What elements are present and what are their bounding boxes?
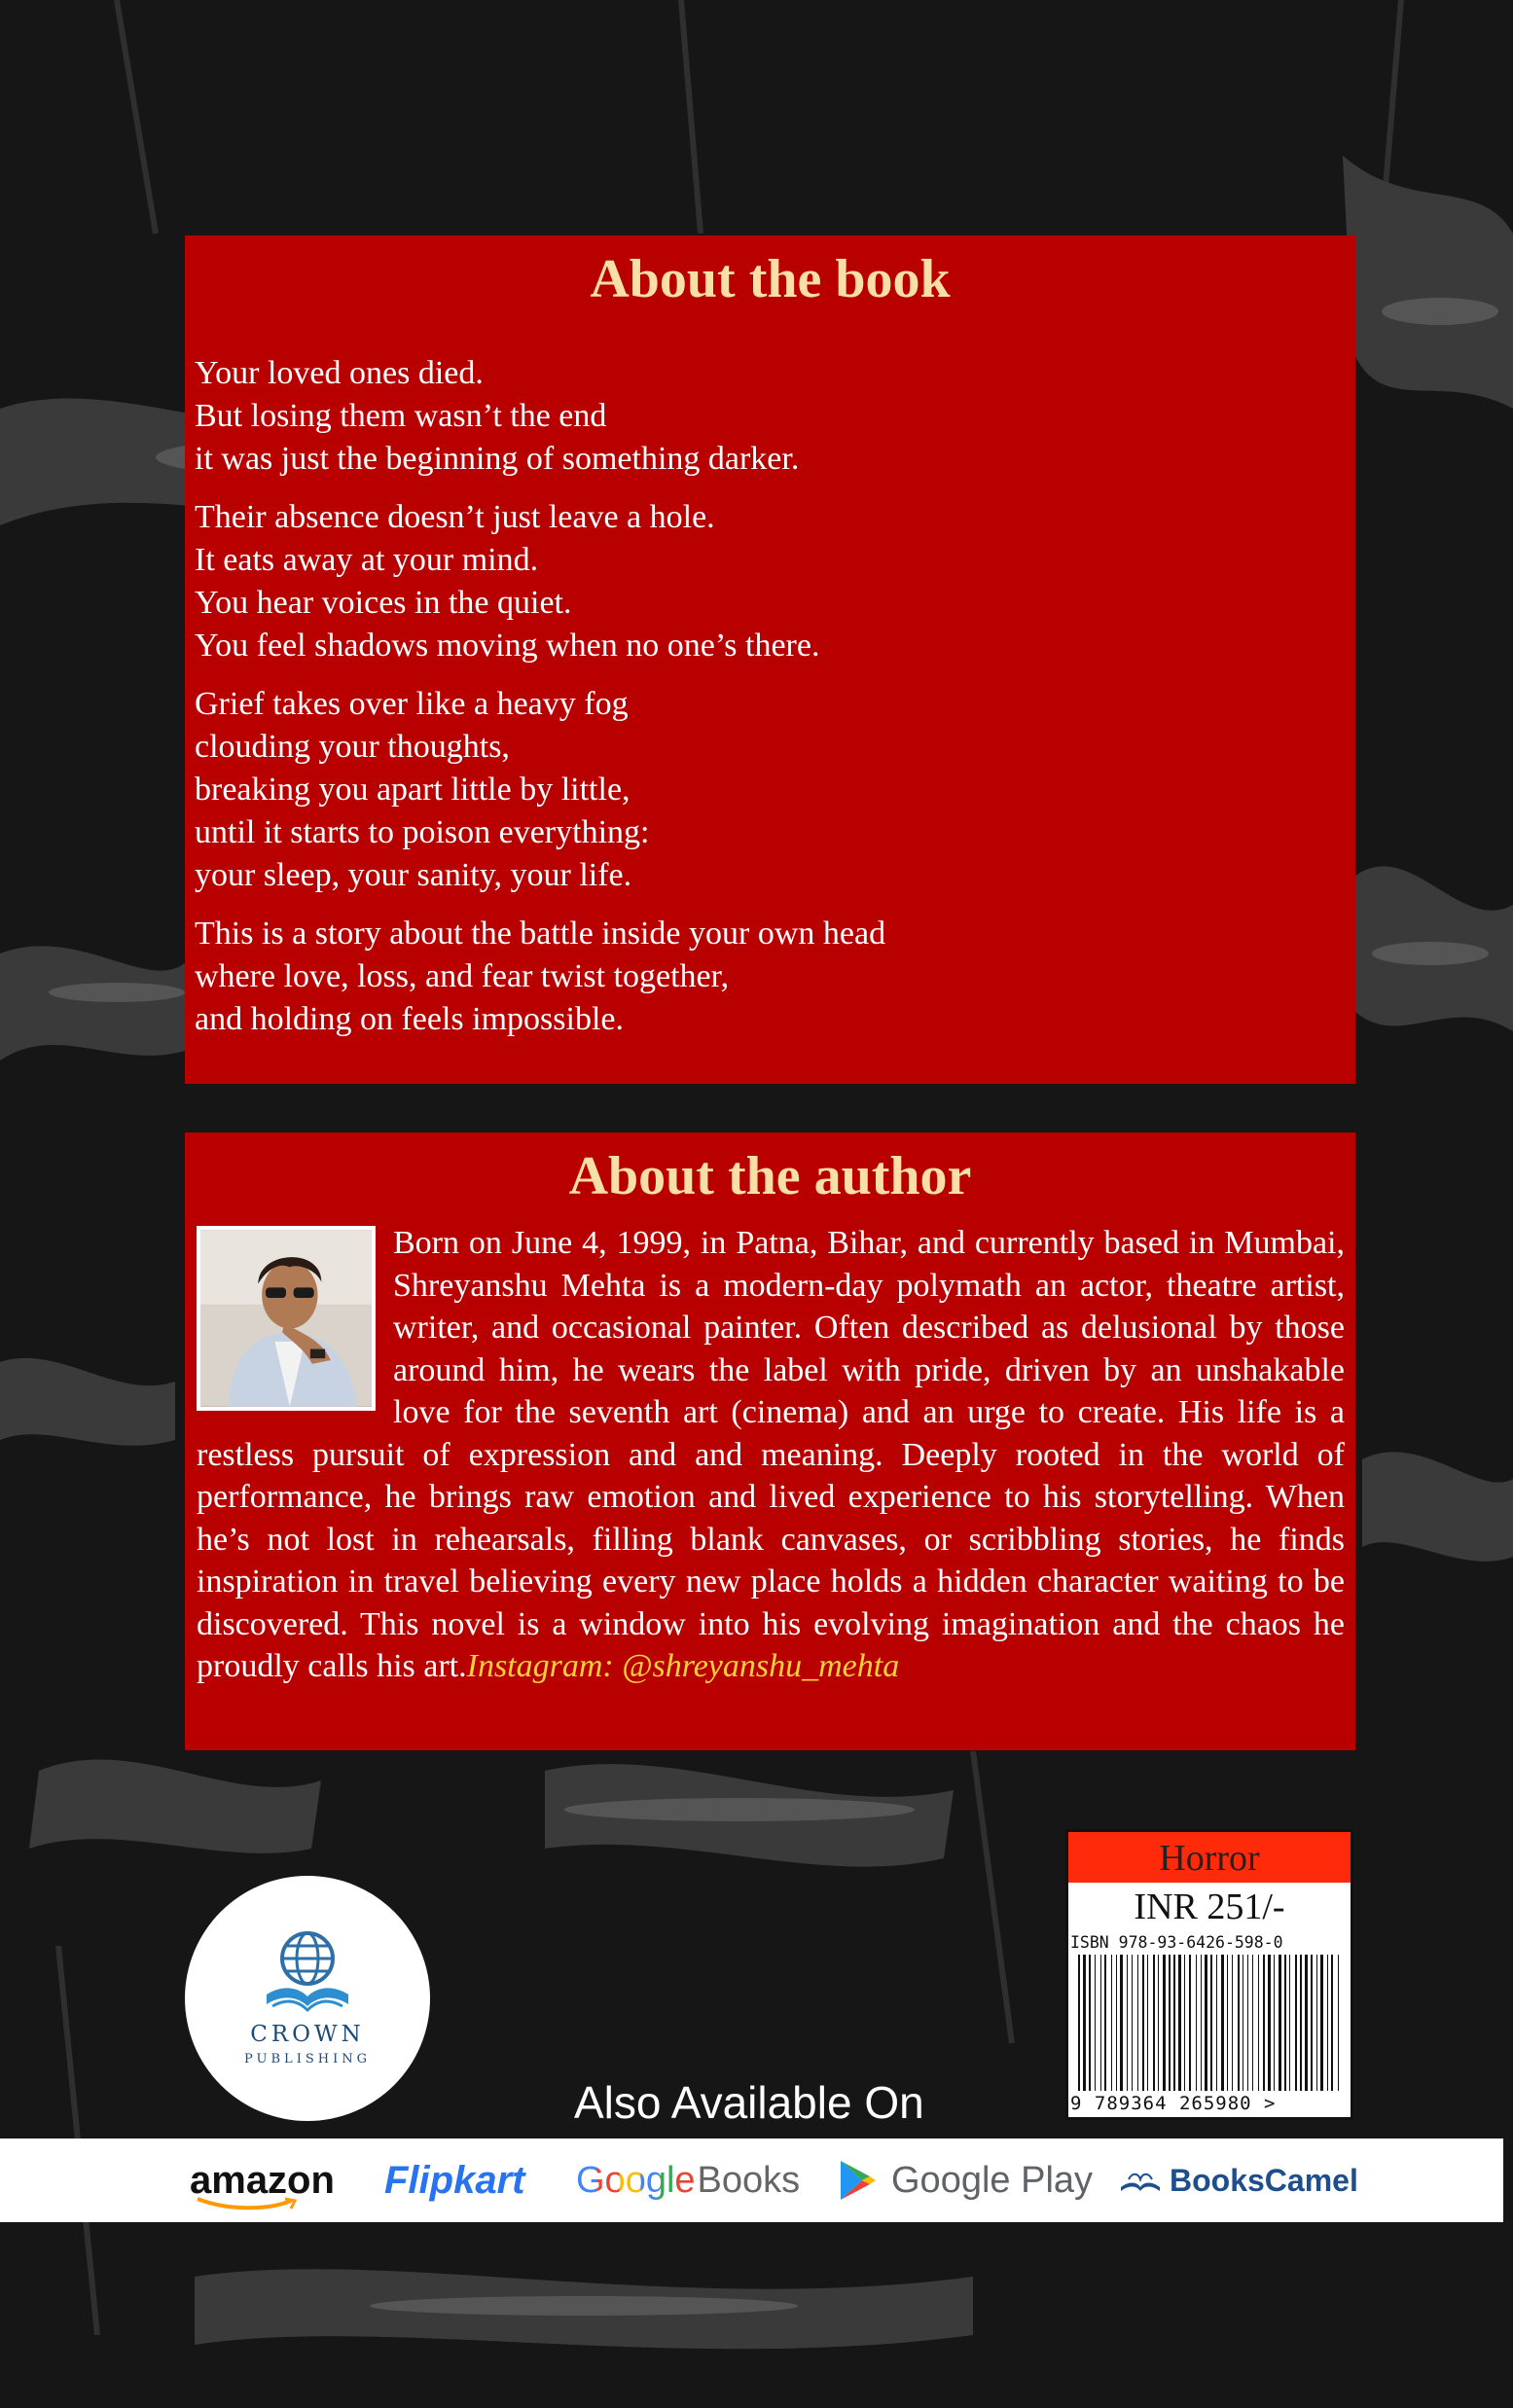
barcode-bar: [1327, 1955, 1328, 2091]
blurb-line: your sleep, your sanity, your life.: [195, 857, 632, 893]
barcode-bar: [1137, 1955, 1138, 2091]
barcode-bar: [1295, 1955, 1297, 2091]
barcode-bar: [1221, 1955, 1224, 2091]
barcode-bar: [1089, 1955, 1091, 2091]
bookscamel-logo[interactable]: [1119, 2138, 1358, 2222]
author-photo: [197, 1226, 376, 1411]
globe-book-icon: [185, 1876, 430, 2121]
barcode-bar: [1104, 1955, 1106, 2091]
barcode-bar: [1184, 1955, 1185, 2091]
publisher-subtitle: PUBLISHING: [244, 2052, 371, 2067]
barcode-bar: [1338, 1955, 1339, 2091]
barcode-bar: [1311, 1955, 1313, 2091]
barcode-bar: [1289, 1955, 1290, 2091]
barcode-bar: [1216, 1955, 1217, 2091]
blurb-line: You hear voices in the quiet.: [195, 585, 572, 621]
barcode-bar: [1252, 1955, 1253, 2091]
blurb-stanza: [195, 496, 1343, 667]
blurb-line: It eats away at your mind.: [195, 542, 539, 578]
barcode-bar: [1083, 1955, 1086, 2091]
barcode-bar: [1100, 1955, 1101, 2091]
publisher-name: CROWN: [250, 2022, 365, 2047]
google-play-label: Google Play: [891, 2159, 1094, 2201]
barcode-bar: [1153, 1955, 1155, 2091]
blurb-stanza: [195, 352, 1343, 481]
flipkart-logo[interactable]: Flipkart: [384, 2158, 525, 2202]
blurb-line: But losing them wasn’t the end: [195, 398, 607, 434]
book-blurb: [195, 352, 1343, 1057]
barcode-bar: [1284, 1955, 1286, 2091]
barcode-digits: 9 789364 265980 >: [1070, 2093, 1277, 2114]
publisher-logo: [185, 1876, 430, 2121]
barcode-bar: [1300, 1955, 1302, 2091]
blurb-line: This is a story about the battle inside your own head: [195, 916, 886, 952]
google-books-logo[interactable]: [576, 2138, 800, 2222]
barcode-bar: [1078, 1955, 1080, 2091]
blurb-line: Their absence doesn’t just leave a hole.: [195, 499, 715, 535]
barcode-bar: [1173, 1955, 1175, 2091]
barcode-bar: [1279, 1955, 1281, 2091]
barcode-bar: [1178, 1955, 1181, 2091]
barcode-bar: [1232, 1955, 1233, 2091]
barcode-bar: [1331, 1955, 1333, 2091]
amazon-logo[interactable]: [190, 2138, 335, 2222]
barcode-bar: [1127, 1955, 1128, 2091]
about-book-title: About the book: [590, 249, 951, 309]
barcode-bar: [1247, 1955, 1248, 2091]
stores-strip: [0, 2138, 1503, 2222]
about-author-panel: [185, 1132, 1355, 1750]
barcode-bar: [1116, 1955, 1117, 2091]
barcode-bar: [1210, 1955, 1212, 2091]
bookscamel-book-icon: [1119, 2166, 1162, 2195]
blurb-stanza: [195, 683, 1343, 897]
google-books-google: Google: [576, 2159, 696, 2201]
barcode-bar: [1196, 1955, 1197, 2091]
google-books-books: Books: [697, 2159, 801, 2201]
instagram-handle[interactable]: Instagram: @shreyanshu_mehta: [466, 1648, 900, 1684]
amazon-wordmark: amazon: [190, 2158, 335, 2202]
barcode-bar: [1238, 1955, 1240, 2091]
blurb-line: until it starts to poison everything:: [195, 814, 650, 850]
barcode-bar: [1263, 1955, 1265, 2091]
blurb-line: Your loved ones died.: [195, 355, 484, 391]
barcode-bar: [1095, 1955, 1096, 2091]
blurb-line: clouding your thoughts,: [195, 729, 510, 765]
barcode-bar: [1120, 1955, 1123, 2091]
blurb-line: breaking you apart little by little,: [195, 772, 630, 808]
barcode-bar: [1111, 1955, 1112, 2091]
price-barcode-box: [1065, 1829, 1353, 2120]
genre-label: Horror: [1068, 1832, 1351, 1883]
blurb-line: it was just the beginning of something darker.: [195, 441, 800, 477]
barcode-bar: [1320, 1955, 1323, 2091]
isbn-label: ISBN 978-93-6426-598-0: [1070, 1933, 1283, 1952]
about-book-panel: [185, 235, 1355, 1084]
blurb-stanza: [195, 913, 1343, 1041]
google-play-logo[interactable]: [839, 2138, 1093, 2222]
barcode-bar: [1189, 1955, 1191, 2091]
google-play-icon: [839, 2159, 878, 2202]
barcode-bar: [1169, 1955, 1171, 2091]
barcode-bar: [1258, 1955, 1259, 2091]
barcode-bar: [1316, 1955, 1317, 2091]
bookscamel-label: BooksCamel: [1170, 2162, 1358, 2198]
blurb-line: Grief takes over like a heavy fog: [195, 686, 629, 722]
price-label: INR 251/-: [1134, 1887, 1285, 1927]
barcode-bar: [1227, 1955, 1228, 2091]
blurb-line: You feel shadows moving when no one’s there.: [195, 628, 820, 664]
barcode-bar: [1305, 1955, 1308, 2091]
barcode-bar: [1268, 1955, 1271, 2091]
also-available-heading: Also Available On: [574, 2077, 924, 2128]
barcode-bar: [1163, 1955, 1166, 2091]
blurb-line: and holding on feels impossible.: [195, 1001, 625, 1037]
amazon-smile-icon: [194, 2197, 301, 2212]
barcode-bar: [1205, 1955, 1207, 2091]
blurb-line: where love, loss, and fear twist together,: [195, 958, 730, 994]
barcode-bar: [1201, 1955, 1202, 2091]
author-bio-text: Born on June 4, 1999, in Patna, Bihar, and currently based in Mumbai, Shreyanshu Mehta is a modern-day polymath an actor, theatre artist, writer, and occasional painter. Often described as delusional by those around him, he wears the label with pride, driven by an unshakable love for the seventh art (cinema) and an urge to create. His life is a restless pursuit of expression and and meaning. Deeply rooted in the world of performance, he brings raw emotion and lived experience to his storytelling. When he’s not lost in rehearsals, filling blank canvases, or scribbling stories, he finds inspiration in travel believing every new place holds a hidden character waiting to be discovered. This novel is a window into his evolving imagination and the chaos he proudly calls his art.: [197, 1225, 1345, 1684]
about-author-title: About the author: [568, 1146, 972, 1206]
barcode-bar: [1147, 1955, 1148, 2091]
barcode-bar: [1158, 1955, 1159, 2091]
author-bio: [197, 1222, 1345, 1688]
barcode-bar: [1132, 1955, 1133, 2091]
barcode: [1076, 1955, 1345, 2091]
barcode-bar: [1274, 1955, 1275, 2091]
barcode-bar: [1142, 1955, 1144, 2091]
